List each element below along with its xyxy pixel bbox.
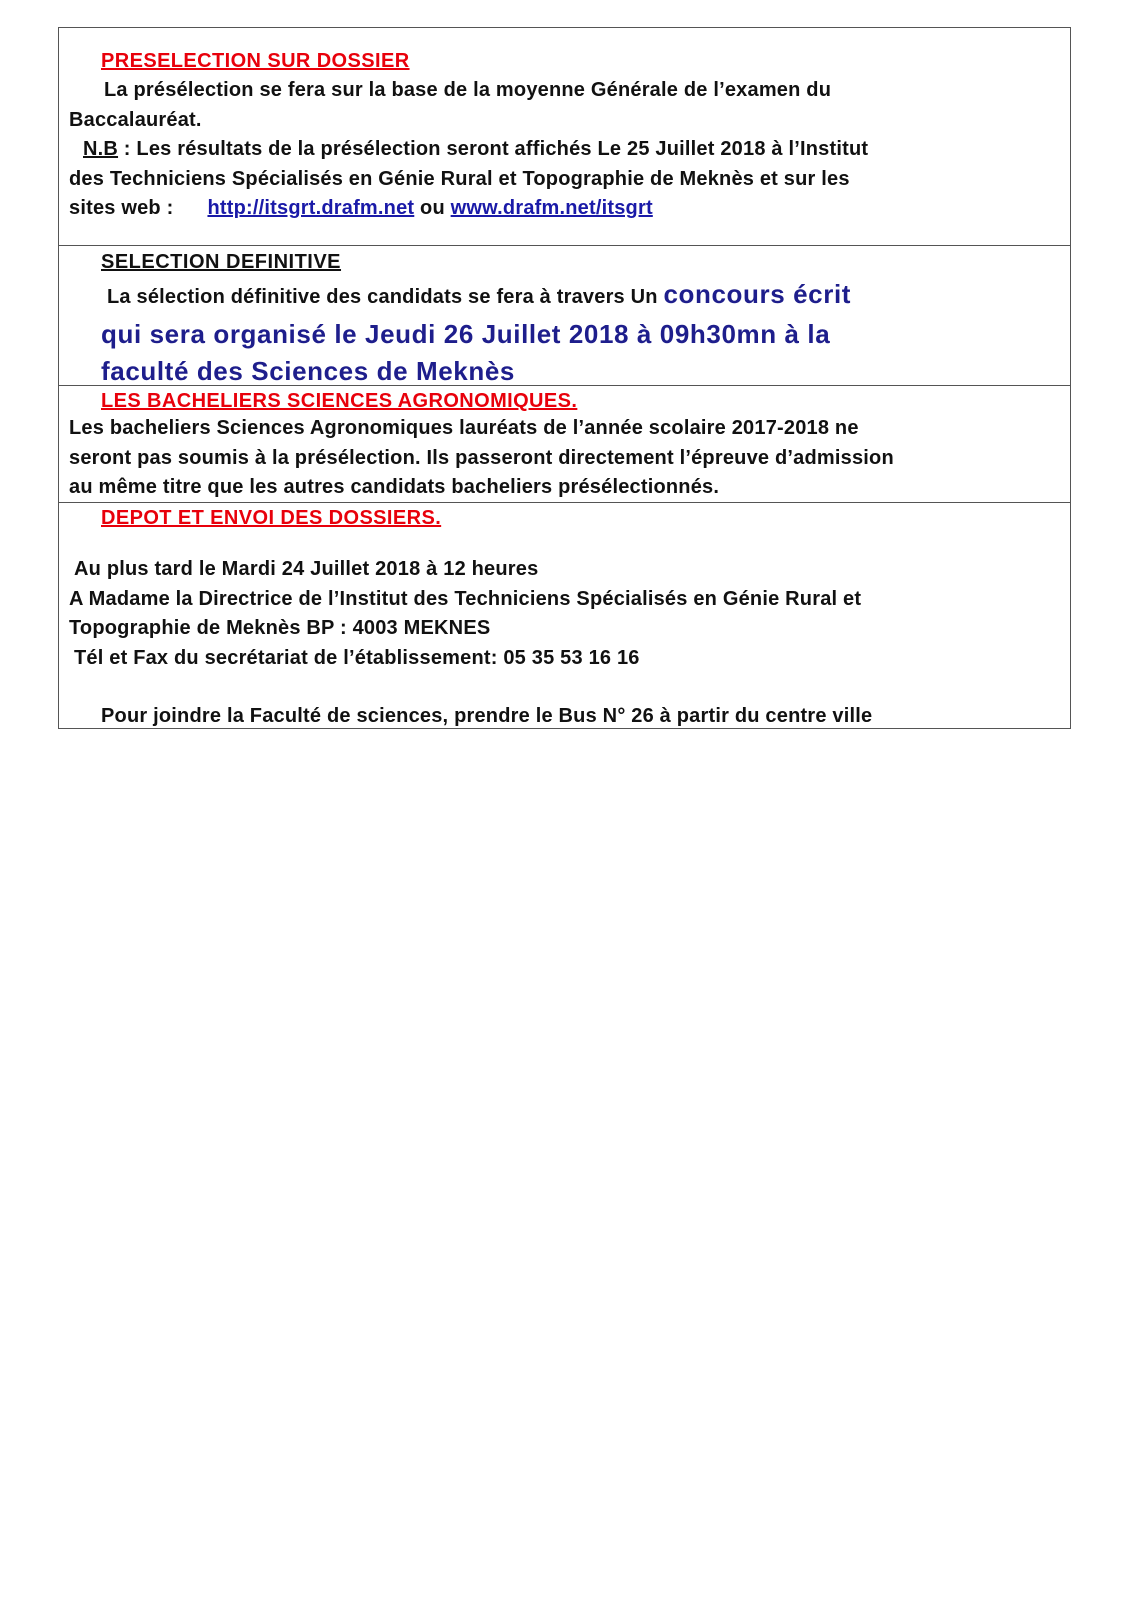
preselection-heading-row <box>69 46 1060 76</box>
preselection-text-line: Baccalauréat. <box>69 108 202 131</box>
sites-line <box>69 194 1060 224</box>
link-drafm[interactable]: www.drafm.net/itsgrt <box>450 197 653 219</box>
spacer <box>69 673 1060 702</box>
nb-text: : Les résultats de la présélection seront affichés Le 25 Juillet 2018 à l’Institut <box>118 138 869 160</box>
nb-line <box>69 135 1060 165</box>
selection-text-start: La sélection définitive des candidats se fera à travers Un <box>107 286 664 308</box>
depot-heading-row <box>69 505 1060 531</box>
selection-heading-row <box>69 249 1060 275</box>
spacer <box>69 531 1060 555</box>
section-depot-dossiers <box>59 503 1070 728</box>
bus-line: Pour joindre la Faculté de sciences, prendre le Bus N° 26 à partir du centre ville <box>101 705 873 727</box>
concours-ecrit-highlight: concours écrit <box>663 279 852 309</box>
preselection-text-line: des Techniciens Spécialisés en Génie Rural et Topographie de Meknès et sur les <box>69 167 850 190</box>
selection-place-line: faculté des Sciences de Meknès <box>101 356 515 386</box>
preselection-text-line: La présélection se fera sur la base de la moyenne Générale de l’examen du <box>104 79 832 101</box>
preselection-heading: PRESELECTION SUR DOSSIER <box>101 50 410 72</box>
depot-heading: DEPOT ET ENVOI DES DOSSIERS. <box>101 507 442 529</box>
phone-line: Tél et Fax du secrétariat de l’établissement: 05 35 53 16 16 <box>74 646 640 669</box>
selection-date-line: qui sera organisé le Jeudi 26 Juillet 2018 à 09h30mn à la <box>101 319 831 349</box>
link-separator: ou <box>414 197 451 219</box>
deadline-line: Au plus tard le Mardi 24 Juillet 2018 à 12 heures <box>74 558 539 580</box>
section-preselection <box>59 28 1070 246</box>
link-itsgrt[interactable]: http://itsgrt.drafm.net <box>207 197 415 219</box>
sites-label: sites web : <box>69 197 174 219</box>
section-bacheliers <box>59 386 1070 503</box>
nb-label: N.B <box>83 138 119 160</box>
bacheliers-heading: LES BACHELIERS SCIENCES AGRONOMIQUES. <box>101 390 578 412</box>
section-selection-definitive <box>59 246 1070 386</box>
bacheliers-text-line: seront pas soumis à la présélection. Ils passeront directement l’épreuve d’admission <box>69 446 894 469</box>
bacheliers-heading-row <box>69 388 1060 414</box>
address-line: A Madame la Directrice de l’Institut des Techniciens Spécialisés en Génie Rural et <box>69 587 862 610</box>
selection-heading: SELECTION DEFINITIVE <box>101 251 342 273</box>
bacheliers-text-line: Les bacheliers Sciences Agronomiques lauréats de l’année scolaire 2017-2018 ne <box>69 417 859 439</box>
bacheliers-text-line: au même titre que les autres candidats bacheliers présélectionnés. <box>69 476 720 498</box>
selection-text-line <box>69 275 1060 316</box>
address-line: Topographie de Meknès BP : 4003 MEKNES <box>69 617 491 639</box>
document-table <box>58 27 1071 729</box>
